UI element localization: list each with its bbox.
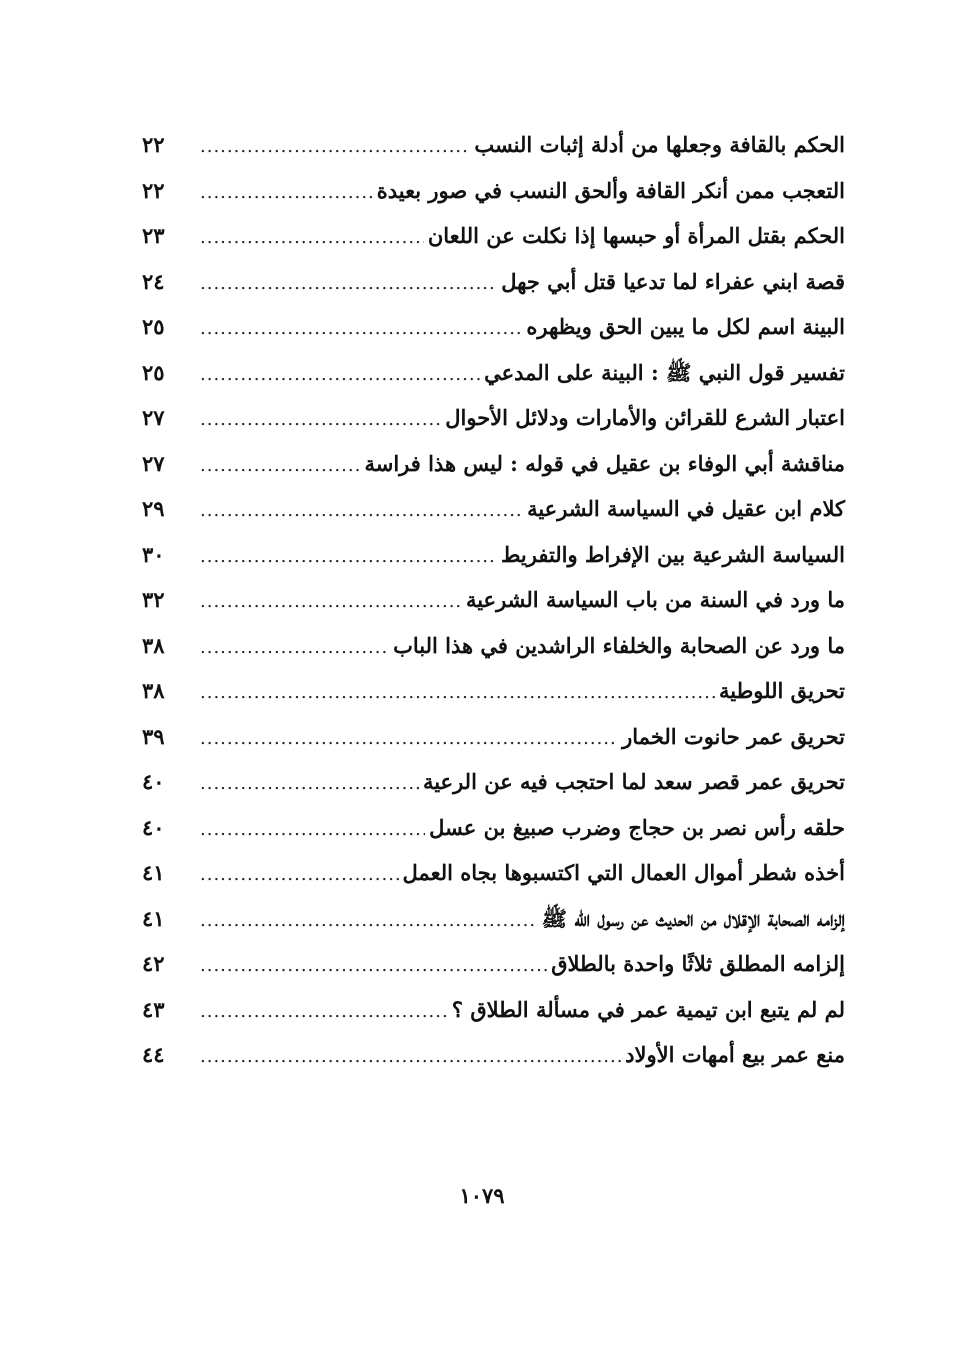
toc-entry-title: الحكم بالقافة وجعلها من أدلة إثبات النسب <box>474 132 845 157</box>
toc-entry <box>120 997 845 1043</box>
toc-entry-title: اعتبار الشرع للقرائن والأمارات ودلائل الأحوال <box>445 405 845 430</box>
toc-entry-title: تحريق عمر حانوت الخمار <box>622 723 845 749</box>
toc-entry <box>120 542 845 588</box>
toc-entry-title: السياسة الشرعية بين الإفراط والتفريط <box>500 541 845 567</box>
toc-entry <box>120 633 845 679</box>
table-of-contents <box>120 132 845 1088</box>
dot-leader <box>200 728 618 749</box>
dot-leader <box>200 364 480 385</box>
toc-entry-title: قصة ابني عفراء لما تدعيا قتل أبي جهل <box>501 268 845 294</box>
toc-entry <box>120 906 845 952</box>
toc-entry-page: ٢٩ <box>142 496 165 521</box>
toc-entry-title: ما ورد عن الصحابة والخلفاء الراشدين في هذا الباب <box>393 632 845 658</box>
dot-leader <box>200 546 497 567</box>
toc-entry-page: ٢٥ <box>142 314 165 339</box>
toc-entry <box>120 269 845 315</box>
dot-leader <box>200 500 523 521</box>
toc-entry-page: ٤٢ <box>142 951 165 976</box>
toc-entry-title: التعجب ممن أنكر القافة وألحق النسب في صور بعيدة <box>376 177 845 203</box>
dot-leader <box>200 227 424 248</box>
toc-entry <box>120 314 845 360</box>
toc-entry-title: إلزامه المطلق ثلاثًا واحدة بالطلاق <box>551 951 845 976</box>
toc-entry-page: ٢٥ <box>142 359 165 385</box>
page-number: ١٠٧٩ <box>459 1183 505 1208</box>
toc-entry <box>120 769 845 815</box>
dot-leader <box>200 637 389 658</box>
toc-entry-page: ٣٨ <box>142 678 165 703</box>
dot-leader <box>200 910 538 931</box>
toc-entry <box>120 223 845 269</box>
toc-entry <box>120 496 845 542</box>
dot-leader <box>200 1046 621 1067</box>
toc-entry <box>120 360 845 406</box>
toc-entry <box>120 860 845 906</box>
dot-leader <box>200 955 547 976</box>
toc-entry-title: ما ورد في السنة من باب السياسة الشرعية <box>465 587 845 612</box>
dot-leader <box>200 819 425 840</box>
toc-entry-page: ٢٣ <box>142 223 165 248</box>
toc-entry-title: تحريق اللوطية <box>719 678 845 703</box>
dot-leader <box>200 591 462 612</box>
toc-entry-title: تفسير قول النبي ﷺ : البينة على المدعي <box>484 359 845 385</box>
toc-entry-title: لم لم يتبع ابن تيمية عمر في مسألة الطلاق ؟ <box>451 996 845 1022</box>
toc-entry-page: ٢٧ <box>142 450 165 476</box>
toc-entry <box>120 678 845 724</box>
toc-entry-page: ٣٢ <box>142 587 165 612</box>
toc-entry-page: ٢٢ <box>142 177 165 203</box>
dot-leader <box>200 136 470 157</box>
toc-entry-title: تحريق عمر قصر سعد لما احتجب فيه عن الرعية <box>422 769 845 794</box>
toc-entry-title: أخذه شطر أموال العمال التي اكتسبوها بجاه العمل <box>402 860 845 885</box>
toc-entry <box>120 405 845 451</box>
dot-leader <box>200 773 419 794</box>
toc-entry-title: منع عمر بيع أمهات الأولاد <box>625 1042 845 1067</box>
toc-entry-page: ٤٠ <box>142 769 165 794</box>
toc-entry-page: ٢٤ <box>142 268 165 294</box>
toc-entry-page: ٤٠ <box>142 814 165 840</box>
dot-leader <box>200 273 497 294</box>
toc-entry <box>120 178 845 224</box>
dot-leader <box>200 682 715 703</box>
toc-entry-page: ٢٧ <box>142 405 165 430</box>
toc-entry <box>120 451 845 497</box>
toc-entry-title: البينة اسم لكل ما يبين الحق ويظهره <box>526 314 845 339</box>
toc-entry <box>120 951 845 997</box>
toc-entry-page: ٢٢ <box>142 132 165 157</box>
dot-leader <box>200 318 522 339</box>
dot-leader <box>200 1001 448 1022</box>
dot-leader <box>200 182 373 203</box>
toc-entry-page: ٤٤ <box>142 1042 165 1067</box>
toc-entry <box>120 815 845 861</box>
toc-entry-page: ٣٠ <box>142 541 165 567</box>
toc-entry-title: كلام ابن عقيل في السياسة الشرعية <box>527 496 845 521</box>
toc-entry-title: مناقشة أبي الوفاء بن عقيل في قوله : ليس هذا فراسة <box>364 450 845 476</box>
dot-leader <box>200 864 399 885</box>
toc-entry-title: حلقه رأس نصر بن حجاج وضرب صبيغ بن عسل <box>429 814 845 840</box>
toc-entry <box>120 724 845 770</box>
toc-entry <box>120 587 845 633</box>
toc-entry-page: ٤٣ <box>142 996 165 1022</box>
toc-entry-title: إلزامه الصحابة الإقلال من الحديث عن رسول الله ﷺ <box>541 905 845 931</box>
toc-entry-page: ٣٨ <box>142 632 165 658</box>
toc-entry <box>120 132 845 178</box>
toc-entry-title: الحكم بقتل المرأة أو حبسها إذا نكلت عن اللعان <box>427 223 845 248</box>
toc-entry-page: ٣٩ <box>142 723 165 749</box>
toc-entry-page: ٤١ <box>142 905 165 931</box>
toc-entry-page: ٤١ <box>142 860 165 885</box>
dot-leader <box>200 455 360 476</box>
dot-leader <box>200 409 441 430</box>
toc-entry <box>120 1042 845 1088</box>
